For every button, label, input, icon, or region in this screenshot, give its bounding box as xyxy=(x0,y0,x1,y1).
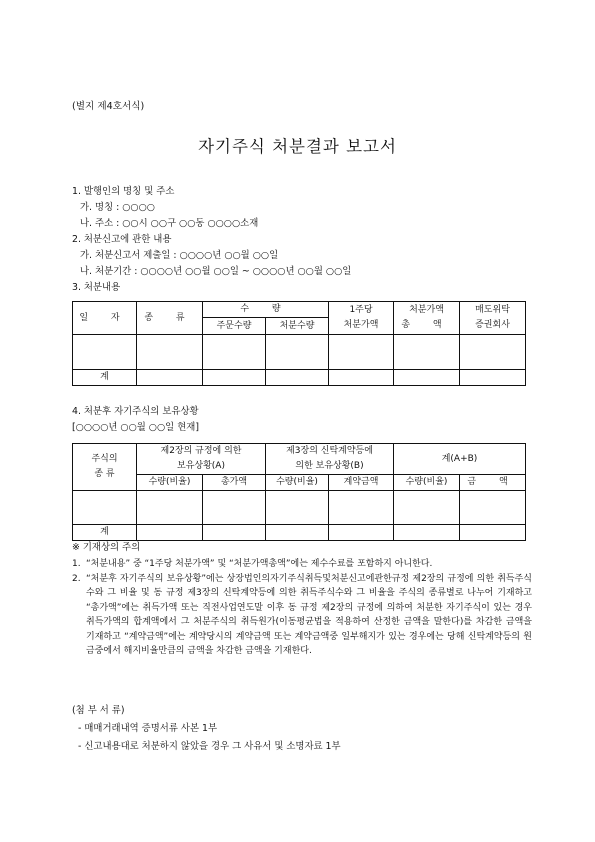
note-item: 2. “처분후 자기주식의 보유상황”에는 상장법인의자기주식취득및처분신고에관한규정 제2장의 규정에 의한 취득주식수와 그 비율 및 동 규정 제3장의 신탁계약등에 의한 취득주식수와 그 비율을 주식의 종류별로 나누어 기재하고 “총가액”에는 취득가액 또는 직전사업연도말 이후 동 규정 제2장의 규정에 의하여 처분한 자기주식이 있는 경우 취득가액의 합계액에서 그 처분주식의 취득원가(이동평균법을 적용하여 산정한 금액을 말한다)를 차감한 금액을 기재하고 “계약금액”에는 계약당시의 계약금액 또는 계약금액중 일부해지가 있는 경우에는 당해 신탁계약등의 원금중에서 해지비율만큼의 금액을 차감한 금액을 기재한다. xyxy=(72,573,532,656)
header-price-per-share: 1주당 처분가액 xyxy=(329,302,394,335)
header-b-contract-amount: 계약금액 xyxy=(329,475,394,491)
header-disposal-quantity: 처분수량 xyxy=(266,318,329,335)
header-date: 일 자 xyxy=(73,302,137,335)
report-submit-date-line: 가. 처분신고서 제출일 : ○○○○년 ○○월 ○○일 xyxy=(80,250,279,261)
disposal-details-table xyxy=(72,301,526,386)
table-row xyxy=(73,335,526,370)
issuer-name-line: 가. 명칭 : ○○○○ xyxy=(80,202,155,213)
table-header-row xyxy=(73,302,526,318)
header-holding-b: 제3장의 신탁계약등에 의한 보유상황(B) xyxy=(266,444,394,475)
attachments-heading: (첨 부 서 류) xyxy=(72,705,125,716)
notes-heading: ※ 기재상의 주의 xyxy=(72,542,141,553)
holding-status-table xyxy=(72,443,526,541)
section4-heading: 4. 처분후 자기주식의 보유상황 xyxy=(72,406,199,417)
header-quantity: 수 량 xyxy=(203,302,329,318)
header-a-total-amount: 총가액 xyxy=(203,475,266,491)
header-a-quantity-ratio: 수량(비율) xyxy=(137,475,203,491)
note-item: 1. “처분내용” 중 “1주당 처분가액” 및 “처분가액총액”에는 제수수료를 포함하지 아니한다. xyxy=(72,559,433,569)
section2-heading: 2. 처분신고에 관한 내용 xyxy=(72,234,172,245)
attachment-item: - 신고내용대로 처분하지 않았을 경우 그 사유서 및 소명자료 1부 xyxy=(78,741,341,752)
header-total-disposal-amount: 처분가액 총 액 xyxy=(394,302,460,335)
header-total-quantity-ratio: 수량(비율) xyxy=(394,475,460,491)
table-total-row xyxy=(73,370,526,386)
header-b-quantity-ratio: 수량(비율) xyxy=(266,475,329,491)
table-header-row xyxy=(73,444,526,475)
header-holding-total: 계(A+B) xyxy=(394,444,526,475)
header-stock-type: 주식의 종 류 xyxy=(73,444,137,491)
table-total-row xyxy=(73,525,526,541)
table-row xyxy=(73,491,526,525)
header-broker: 매도위탁 증권회사 xyxy=(460,302,526,335)
header-holding-a: 제2장의 규정에 의한 보유상황(A) xyxy=(137,444,266,475)
attachment-form-label: (별지 제4호서식) xyxy=(72,101,145,112)
holding-as-of-date: [○○○○년 ○○월 ○○일 현재] xyxy=(72,422,199,433)
issuer-address-line: 나. 주소 : ○○시 ○○구 ○○동 ○○○○소재 xyxy=(80,218,259,229)
header-stock-type: 종 류 xyxy=(137,302,203,335)
total-row-label: 계 xyxy=(73,525,137,541)
notes-list xyxy=(72,557,532,659)
header-total-amount: 금 액 xyxy=(460,475,526,491)
disposal-period-line: 나. 처분기간 : ○○○○년 ○○월 ○○일 ~ ○○○○년 ○○월 ○○일 xyxy=(80,266,352,277)
table-subheader-row xyxy=(73,475,526,491)
section1-heading: 1. 발행인의 명칭 및 주소 xyxy=(72,186,175,197)
attachment-item: - 매매거래내역 증명서류 사본 1부 xyxy=(78,723,218,734)
total-row-label: 계 xyxy=(73,370,137,386)
document-title: 자기주식 처분결과 보고서 xyxy=(198,137,397,156)
header-order-quantity: 주문수량 xyxy=(203,318,266,335)
section3-heading: 3. 처분내용 xyxy=(72,282,121,293)
